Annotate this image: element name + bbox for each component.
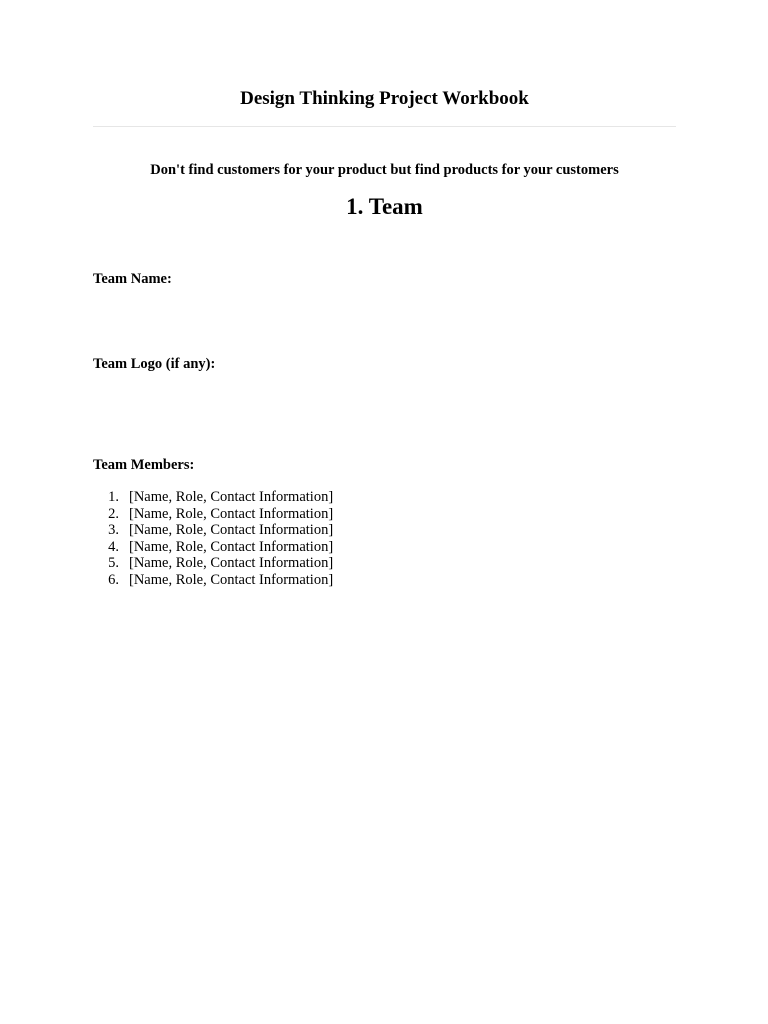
list-item-text: [Name, Role, Contact Information] [129,555,334,572]
list-item [93,506,333,523]
list-item [93,555,333,572]
list-item-text: [Name, Role, Contact Information] [129,489,334,505]
list-item-number: 1. [108,489,119,505]
list-item-number: 3. [108,522,119,539]
team-members-label: Team Members: [93,457,195,473]
tagline: Don't find customers for your product but find products for your customers [150,162,619,178]
list-item-number: 2. [108,505,119,522]
document-page [93,0,676,1024]
list-item-text: [Name, Role, Contact Information] [129,505,334,522]
list-item-number: 6. [108,571,119,588]
list-item-text: [Name, Role, Contact Information] [129,538,334,555]
document-title: Design Thinking Project Workbook [240,88,529,109]
title-divider [93,126,676,127]
list-item-text: [Name, Role, Contact Information] [129,571,334,588]
team-members-list [93,489,333,589]
list-item-number: 4. [108,538,119,555]
list-item [93,539,333,556]
list-item [93,522,333,539]
section-heading-team: 1. Team [346,194,423,219]
list-item [93,572,333,589]
list-item-text: [Name, Role, Contact Information] [129,522,334,539]
list-item-number: 5. [108,555,119,572]
team-logo-label: Team Logo (if any): [93,356,216,372]
team-name-label: Team Name: [93,271,172,287]
list-item [93,489,333,506]
